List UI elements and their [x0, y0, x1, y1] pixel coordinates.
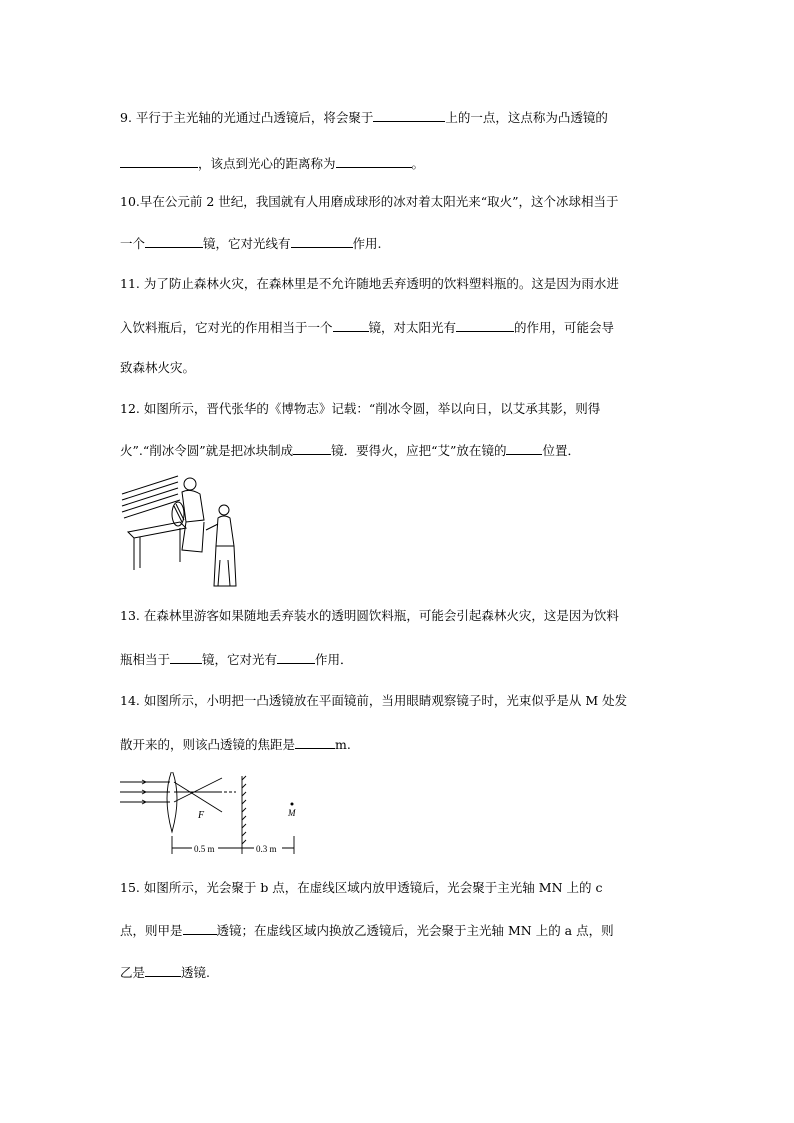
q13-line1 [120, 608, 619, 624]
q14-text: 14. 如图所示，小明把一凸透镜放在平面镜前，当用眼睛观察镜子时，光束似乎是从 M 处发 [120, 693, 628, 708]
answer-blank[interactable] [506, 442, 542, 455]
q13-text: 作用． [315, 652, 353, 667]
q14-text: 散开来的，则该凸透镜的焦距是 [120, 737, 296, 752]
q9-text: 。 [411, 156, 425, 171]
answer-blank[interactable] [183, 922, 217, 935]
q14-line2 [120, 736, 351, 753]
q11-text: 致森林火灾。 [120, 360, 196, 375]
q9-line2 [120, 155, 424, 172]
answer-blank[interactable] [333, 319, 369, 332]
answer-blank[interactable] [291, 235, 353, 248]
q11-text: 的作用，可能会导 [514, 320, 615, 335]
answer-blank[interactable] [336, 155, 412, 168]
q13-text: 镜，它对光有 [202, 652, 278, 667]
q12-text: 位置． [542, 443, 580, 458]
q12-text: 镜．要得火，应把“艾”放在镜的 [331, 443, 507, 458]
answer-blank[interactable] [277, 651, 315, 664]
answer-blank[interactable] [295, 736, 335, 749]
q10-line2 [120, 235, 382, 252]
dimension-label-mirror: 0.3 m [256, 844, 277, 854]
answer-blank[interactable] [170, 651, 202, 664]
answer-blank[interactable] [373, 109, 445, 122]
point-m-dot [291, 803, 294, 806]
q15-text: 乙是 [120, 965, 146, 980]
q12-line1 [120, 401, 600, 417]
q9-text: ，该点到光心的距离称为 [198, 156, 336, 171]
answer-blank[interactable] [120, 155, 198, 168]
q15-text: 透镜；在虚线区域内换放乙透镜后，光会聚于主光轴 MN 上的 a 点，则 [216, 923, 614, 938]
q9-text: 9. 平行于主光轴的光通过凸透镜后，将会聚于 [120, 110, 374, 125]
q9-text: 上的一点，这点称为凸透镜的 [445, 110, 608, 125]
answer-blank[interactable] [145, 235, 203, 248]
q11-text: 镜，对太阳光有 [368, 320, 457, 335]
q11-line1 [120, 276, 619, 292]
q15-line2 [120, 922, 614, 939]
q12-text: 12. 如图所示，晋代张华的《博物志》记载：“削冰令圆，举以向日，以艾承其影，则得 [120, 401, 601, 416]
answer-blank[interactable] [456, 319, 514, 332]
q15-text: 15. 如图所示，光会聚于 b 点，在虚线区域内放甲透镜后，光会聚于主光轴 MN 上的 c [120, 880, 603, 895]
q14-text: m. [335, 737, 351, 752]
q13-text: 瓶相当于 [120, 652, 171, 667]
q15-text: 点，则甲是 [120, 923, 183, 938]
dimension-label-lens: 0.5 m [194, 844, 215, 854]
q9-line1 [120, 109, 608, 126]
q10-line1 [120, 194, 619, 210]
q11-line2 [120, 319, 614, 336]
q11-text: 入饮料瓶后，它对光的作用相当于一个 [120, 320, 333, 335]
q11-line3 [120, 360, 195, 376]
q12-line2 [120, 442, 580, 459]
point-label-m: M [288, 808, 296, 818]
q14-line1 [120, 693, 627, 709]
q10-text: 镜，它对光线有 [203, 236, 291, 251]
q12-text: 火”.“削冰令圆”就是把冰块制成 [120, 443, 294, 458]
q13-line2 [120, 651, 353, 668]
q10-text: 10.早在公元前 2 世纪，我国就有人用磨成球形的冰对着太阳光来“取火”，这个冰球相当于 [120, 194, 619, 209]
answer-blank[interactable] [145, 964, 181, 977]
q10-text: 一个 [120, 236, 146, 251]
q11-text: 11. 为了防止森林火灾，在森林里是不允许随地丢弃透明的饮料塑料瓶的。这是因为雨水进 [120, 276, 619, 291]
q15-text: 透镜. [181, 965, 210, 980]
answer-blank[interactable] [293, 442, 331, 455]
lens-mirror-diagram [118, 772, 308, 858]
q15-line3 [120, 964, 210, 981]
q15-line1 [120, 880, 602, 896]
q13-text: 13. 在森林里游客如果随地丢弃装水的透明圆饮料瓶，可能会引起森林火灾，这是因为饮料 [120, 608, 619, 623]
q10-text: 作用. [352, 236, 382, 251]
focus-label-f: F [198, 810, 205, 821]
ice-lens-illustration [120, 470, 250, 592]
